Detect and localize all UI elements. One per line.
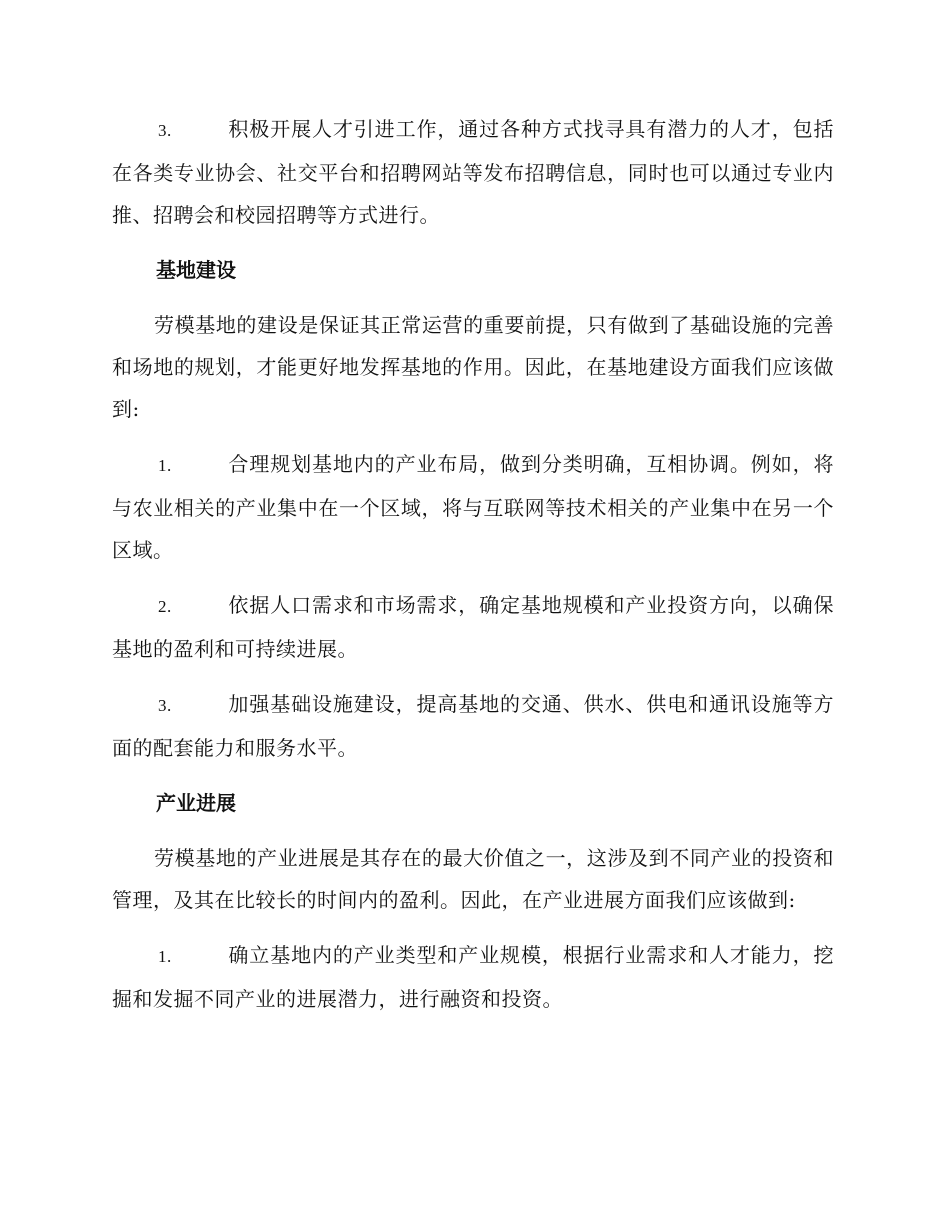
list-text: 积极开展人才引进工作，通过各种方式找寻具有潜力的人才，包括在各类专业协会、社交平台和招聘网站等发布招聘信息，同时也可以通过专业内推、招聘会和校园招聘等方式进行。 [112, 117, 834, 227]
section-heading-industry-progress: 产业进展 [156, 791, 236, 815]
list-item-base-3 [112, 683, 834, 769]
list-item-industry-1 [112, 934, 834, 1020]
list-text: 确立基地内的产业类型和产业规模，根据行业需求和人才能力，挖掘和发掘不同产业的进展潜力，进行融资和投资。 [112, 943, 834, 1011]
list-item-base-2 [112, 584, 834, 670]
list-number: 1. [158, 947, 172, 966]
document-body [112, 108, 834, 1033]
list-text: 依据人口需求和市场需求，确定基地规模和产业投资方向，以确保基地的盈利和可持续进展。 [112, 593, 834, 661]
list-number: 2. [158, 597, 172, 616]
list-text: 加强基础设施建设，提高基地的交通、供水、供电和通讯设施等方面的配套能力和服务水平。 [112, 692, 834, 760]
list-text: 合理规划基地内的产业布局，做到分类明确，互相协调。例如，将与农业相关的产业集中在一个区域，将与互联网等技术相关的产业集中在另一个区域。 [112, 452, 834, 562]
section-heading-base-construction: 基地建设 [156, 258, 236, 282]
list-number: 1. [158, 456, 172, 475]
list-number: 3. [158, 121, 172, 140]
list-item-recruit-3 [112, 108, 834, 236]
list-item-base-1 [112, 443, 834, 571]
paragraph-industry-progress-intro: 劳模基地的产业进展是其存在的最大价值之一，这涉及到不同产业的投资和管理，及其在比较长的时间内的盈利。因此，在产业进展方面我们应该做到: [112, 846, 834, 912]
list-number: 3. [158, 696, 172, 715]
paragraph-base-construction-intro: 劳模基地的建设是保证其正常运营的重要前提，只有做到了基础设施的完善和场地的规划，才能更好地发挥基地的作用。因此，在基地建设方面我们应该做到: [112, 313, 834, 421]
